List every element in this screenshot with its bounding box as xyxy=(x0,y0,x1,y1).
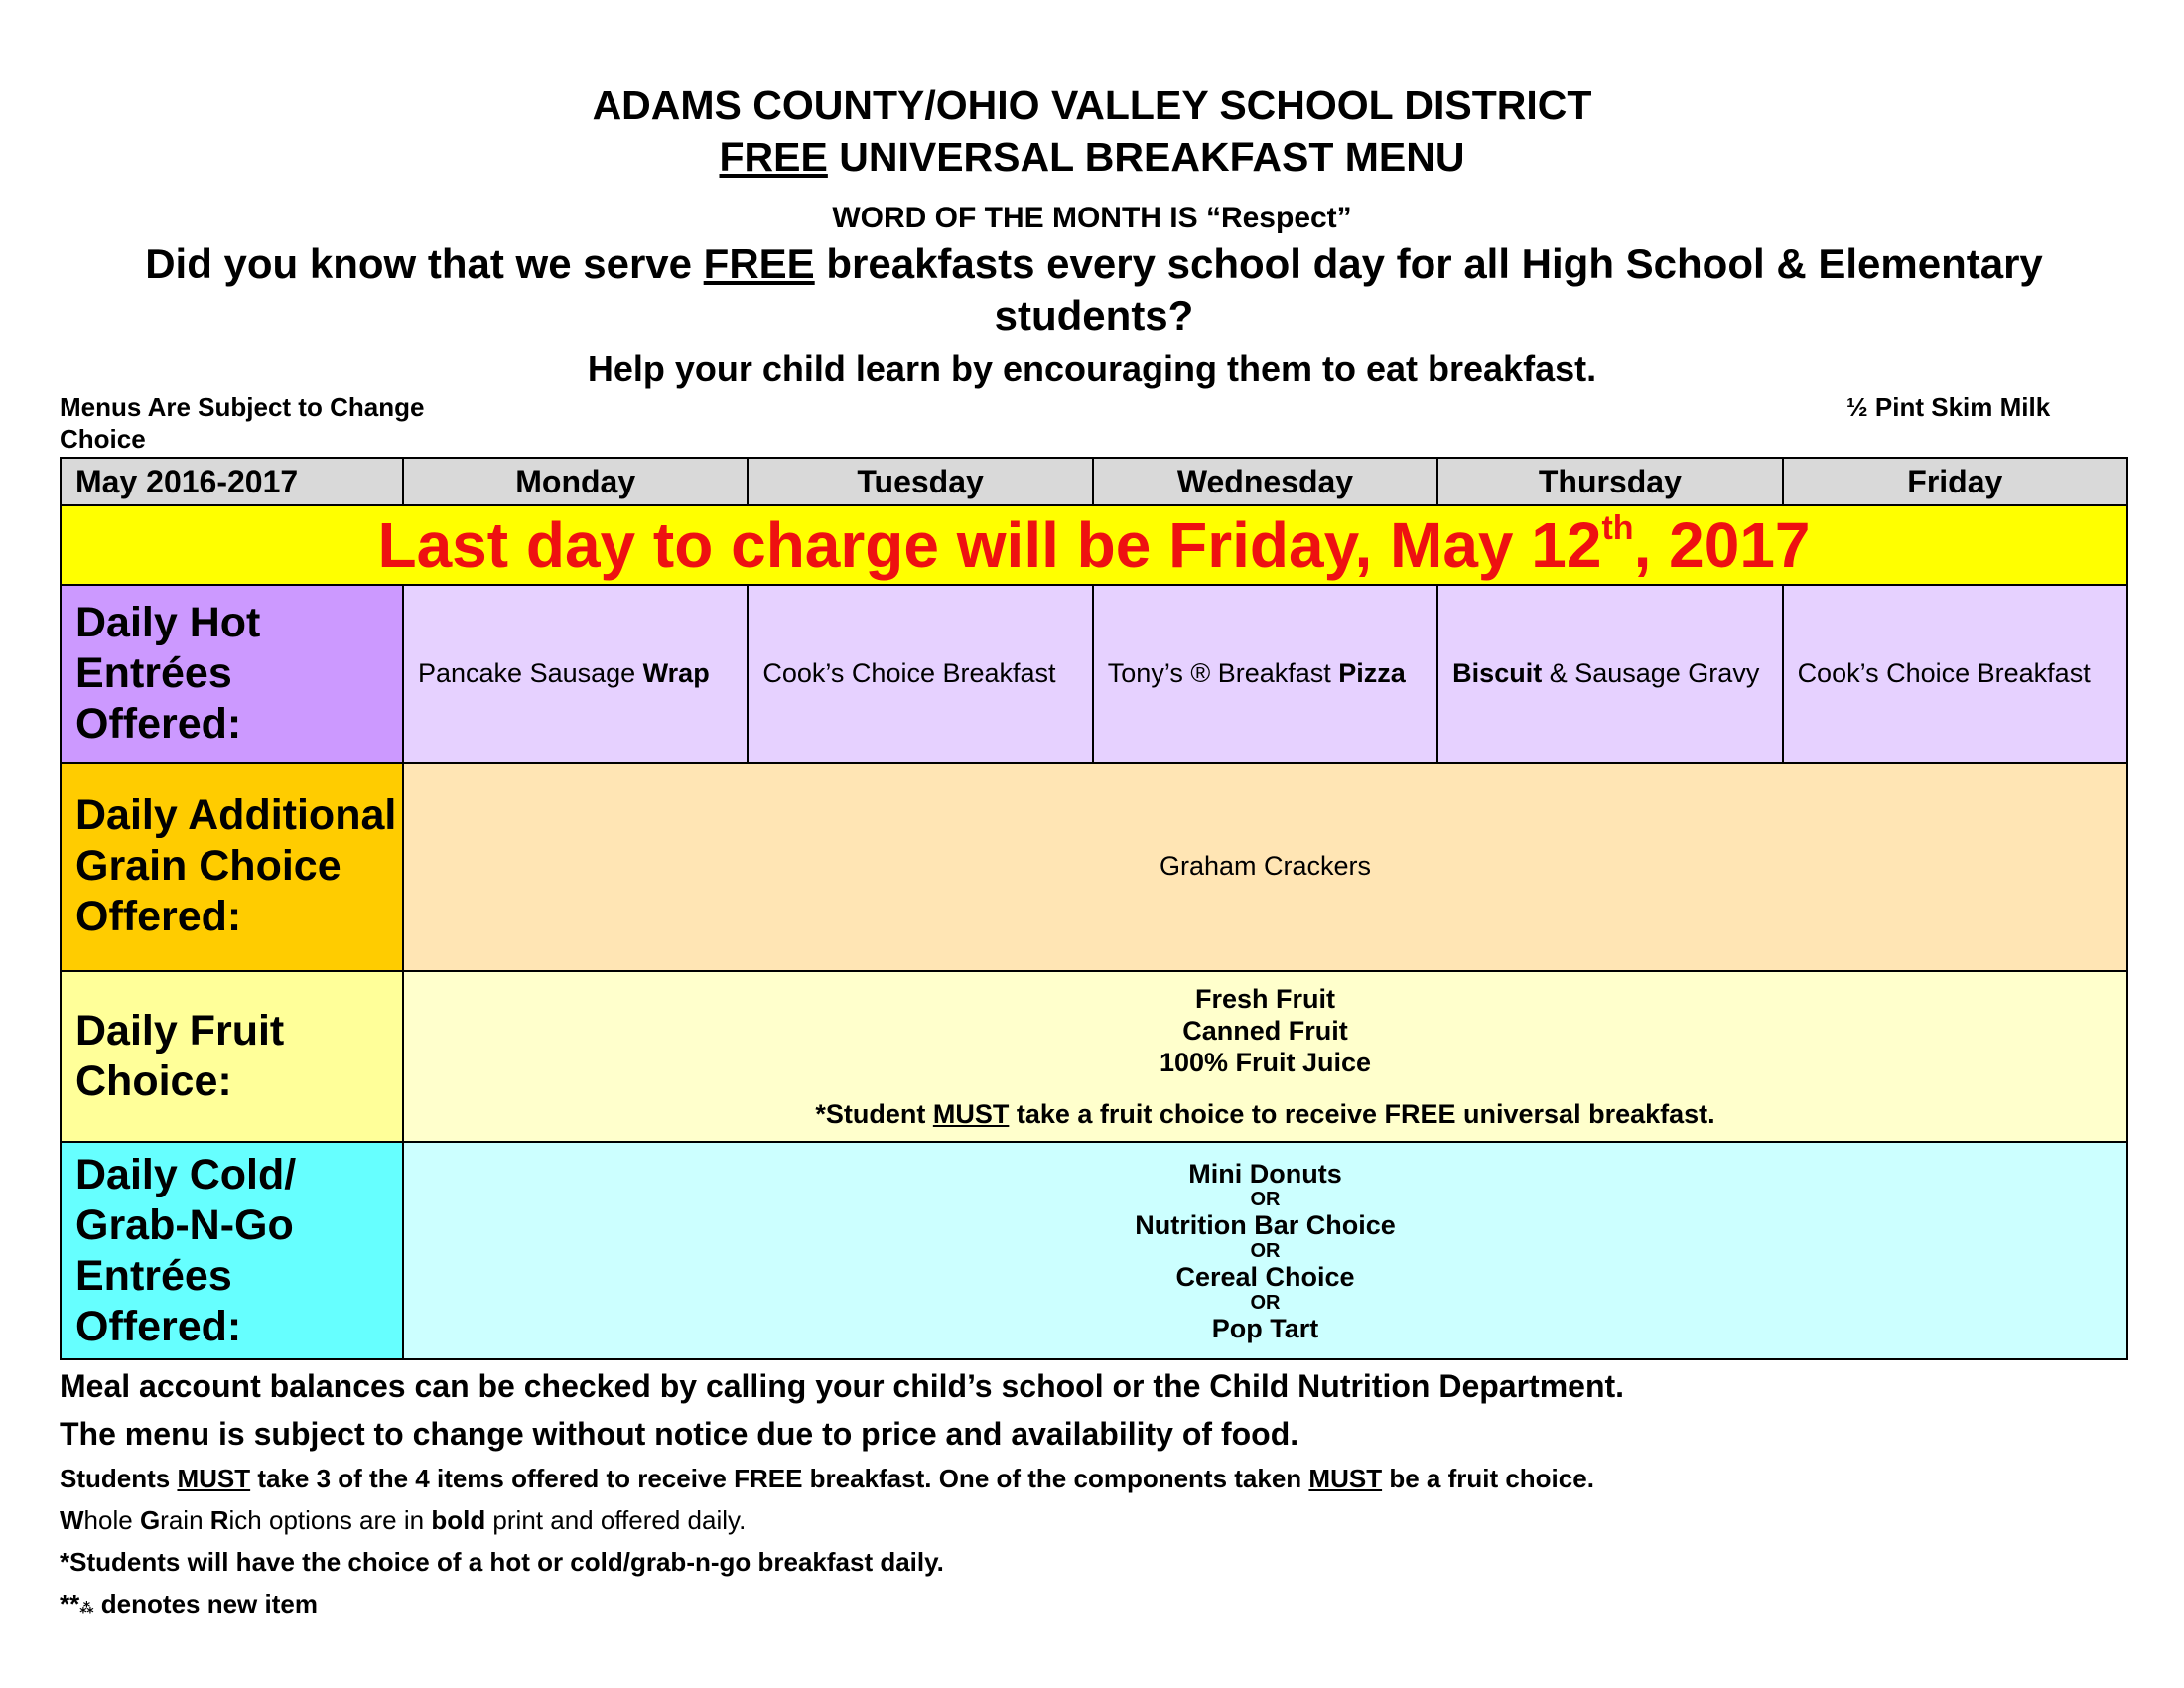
hot-monday-text: Pancake Sausage xyxy=(418,658,643,689)
hot-wednesday-text: Tony’s ® Breakfast xyxy=(1107,658,1339,689)
fruit-note-must: MUST xyxy=(932,1099,1010,1130)
milk-note: ½ Pint Skim Milk xyxy=(1846,392,2051,422)
fruit-item: 100% Fruit Juice xyxy=(1159,1048,1372,1078)
cold-choices xyxy=(403,1142,2127,1359)
fruit-note-post: take a fruit choice to receive FREE universal breakfast. xyxy=(1009,1099,1715,1130)
fruit-note xyxy=(404,1098,2126,1130)
must-take-pre: Students xyxy=(60,1464,178,1493)
banner-year: , 2017 xyxy=(1633,509,1811,582)
menu-title-free: FREE xyxy=(719,134,828,180)
fruit-item: Canned Fruit xyxy=(1182,1016,1348,1047)
did-you-know-post: breakfasts every school day for all High School & Elementary students? xyxy=(814,240,2043,339)
wgr-bold: bold xyxy=(431,1505,486,1535)
subject-to-change: Menus Are Subject to Change Choice xyxy=(60,392,425,454)
menu-change-note: The menu is subject to change without notice due to price and availability of food. xyxy=(60,1416,1299,1452)
wgr-g: G xyxy=(139,1505,161,1535)
menu-table xyxy=(60,457,2128,1360)
cold-label: Daily Cold/ Grab-N-Go Entrées Offered: xyxy=(61,1142,403,1359)
hot-monday xyxy=(403,585,748,762)
wgr-r: R xyxy=(209,1505,229,1535)
balances-note: Meal account balances can be checked by calling your child’s school or the Child Nutrition Department. xyxy=(60,1368,1625,1404)
or-separator: OR xyxy=(1250,1188,1281,1210)
hot-wednesday xyxy=(1093,585,1437,762)
menu-title-rest: UNIVERSAL BREAKFAST MENU xyxy=(827,134,1465,180)
must-take-note xyxy=(60,1462,1594,1495)
did-you-know-free: FREE xyxy=(703,240,815,287)
fruit-label: Daily Fruit Choice: xyxy=(61,971,403,1142)
last-charge-banner xyxy=(61,505,2127,585)
cold-row xyxy=(61,1142,2127,1359)
cold-item: Pop Tart xyxy=(1211,1313,1319,1343)
cold-item: Nutrition Bar Choice xyxy=(1135,1209,1396,1240)
hot-wednesday-bold: Pizza xyxy=(1338,658,1406,689)
fruit-note-pre: *Student xyxy=(815,1099,933,1130)
wgr-ich: ich options are in xyxy=(228,1505,432,1535)
day-wednesday: Wednesday xyxy=(1093,458,1437,505)
hot-thursday xyxy=(1437,585,1782,762)
grain-label: Daily Additional Grain Choice Offered: xyxy=(61,763,403,971)
help-line: Help your child learn by encouraging them to eat breakfast. xyxy=(587,349,1597,389)
wgr-hole: hole xyxy=(83,1505,140,1535)
day-thursday: Thursday xyxy=(1437,458,1782,505)
must-take-must1: MUST xyxy=(177,1464,251,1493)
day-friday: Friday xyxy=(1783,458,2127,505)
must-take-must2: MUST xyxy=(1308,1464,1383,1493)
or-separator: OR xyxy=(1250,1239,1281,1262)
wgr-end: print and offered daily. xyxy=(485,1505,747,1535)
hot-friday: Cook’s Choice Breakfast xyxy=(1783,585,2127,762)
day-tuesday: Tuesday xyxy=(748,458,1092,505)
table-header-row xyxy=(61,458,2127,505)
hot-entrees-row xyxy=(61,585,2127,762)
new-item-text: denotes new item xyxy=(93,1589,318,1618)
did-you-know xyxy=(60,238,2128,342)
banner-text: Last day to charge will be Friday, May 12 xyxy=(377,509,1602,582)
cold-item: Cereal Choice xyxy=(1175,1261,1355,1292)
hot-monday-bold: Wrap xyxy=(642,658,710,689)
fruit-row xyxy=(61,971,2127,1142)
banner-sup: th xyxy=(1601,509,1634,548)
fruit-choices xyxy=(403,971,2127,1142)
new-item-icon: ⁂ xyxy=(79,1600,94,1616)
or-separator: OR xyxy=(1250,1291,1281,1314)
must-take-post: be a fruit choice. xyxy=(1382,1464,1594,1493)
hot-tuesday: Cook’s Choice Breakfast xyxy=(748,585,1092,762)
must-take-mid: take 3 of the 4 items offered to receive FREE breakfast. One of the components taken xyxy=(250,1464,1309,1493)
month-label: May 2016-2017 xyxy=(61,458,403,505)
new-item-stars: ** xyxy=(60,1589,80,1618)
did-you-know-pre: Did you know that we serve xyxy=(145,240,704,287)
day-monday: Monday xyxy=(403,458,748,505)
hot-entrees-label: Daily Hot Entrées Offered: xyxy=(61,585,403,762)
cold-item: Mini Donuts xyxy=(1188,1158,1342,1189)
menu-title xyxy=(0,131,2184,183)
hot-thursday-text: & Sausage Gravy xyxy=(1542,658,1760,689)
grain-value: Graham Crackers xyxy=(403,763,2127,971)
hot-thursday-bold: Biscuit xyxy=(1452,658,1543,689)
district-title: ADAMS COUNTY/OHIO VALLEY SCHOOL DISTRICT xyxy=(592,82,1592,128)
whole-grain-note xyxy=(60,1503,746,1537)
new-item-note xyxy=(60,1587,318,1624)
wgr-rain: rain xyxy=(160,1505,210,1535)
grain-row xyxy=(61,763,2127,971)
choice-note: *Students will have the choice of a hot or cold/grab-n-go breakfast daily. xyxy=(60,1547,944,1577)
wgr-w: W xyxy=(60,1505,84,1535)
banner-row xyxy=(61,505,2127,585)
fruit-item: Fresh Fruit xyxy=(1194,984,1335,1015)
word-of-month: WORD OF THE MONTH IS “Respect” xyxy=(832,202,1352,234)
